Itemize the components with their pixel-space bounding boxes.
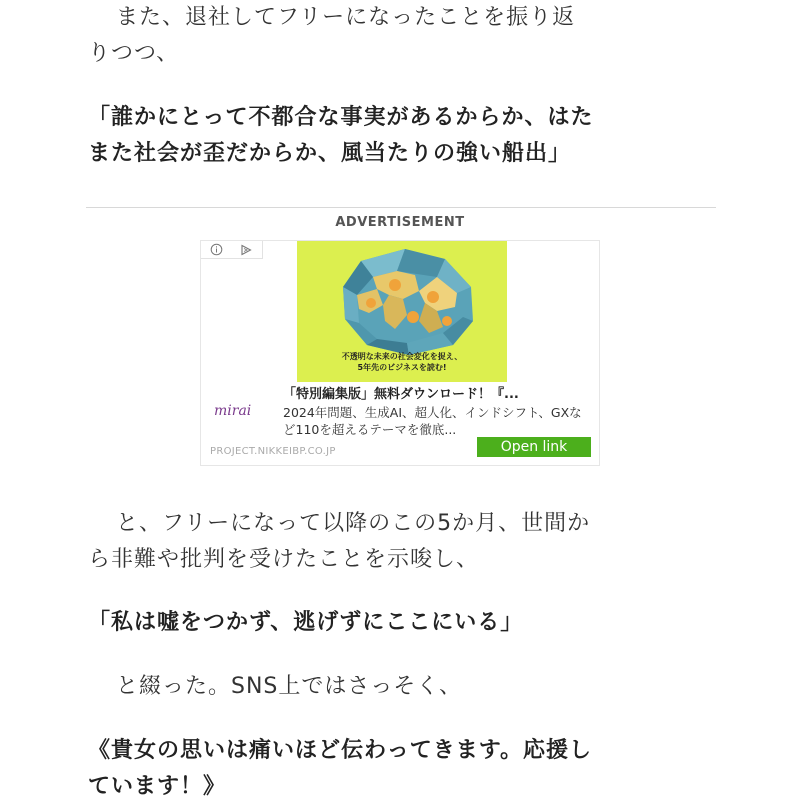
article-paragraph-3: [88, 669, 718, 705]
quote-text: ています！》: [88, 774, 227, 799]
article-text: ら非難や批判を受けたことを示唆し、: [88, 547, 480, 572]
open-link-button[interactable]: Open link: [477, 437, 591, 457]
quote-text: 《貴女の思いは痛いほど伝わってきます。応援し: [88, 738, 593, 763]
divider: [86, 207, 716, 208]
article-paragraph-1: [88, 0, 718, 72]
ad-image[interactable]: [297, 241, 507, 382]
ad-image-caption: [297, 351, 507, 373]
article-text: と綴った。SNS上ではさっそく、: [116, 674, 462, 699]
info-icon[interactable]: [201, 241, 231, 259]
article-paragraph-2: [88, 506, 718, 578]
quote-text: 「私は嘘をつかず、逃げずにここにいる」: [88, 610, 524, 635]
article-text: と、フリーになって以降のこの5か月、世間か: [116, 511, 591, 536]
article-quote-1: [88, 100, 718, 172]
article-text: また、退社してフリーになったことを振り返: [116, 5, 576, 30]
advertiser-logo[interactable]: [214, 401, 270, 419]
ad-title[interactable]: 「特別編集版」無料ダウンロード！『...: [283, 387, 519, 402]
advertiser-logo-text: mirai: [214, 403, 252, 419]
advertisement-label: ADVERTISEMENT: [335, 215, 465, 230]
ad-description[interactable]: 2024年問題、生成AI、超人化、インドシフト、GXなど110を超えるテーマを徹底...: [283, 405, 582, 437]
ad-domain[interactable]: PROJECT.NIKKEIBP.CO.JP: [210, 446, 336, 457]
ad-image-caption-line: 5年先のビジネスを読む!: [357, 363, 447, 372]
quote-text: 「誰かにとって不都合な事実があるからか、はた: [88, 105, 594, 130]
adchoices-icon[interactable]: [231, 241, 261, 259]
article-quote-3: [88, 733, 718, 800]
article-text: りつつ、: [88, 41, 180, 66]
article-quote-2: [88, 605, 718, 641]
quote-text: また社会が歪だからか、風当たりの強い船出」: [88, 141, 572, 166]
advertisement-box[interactable]: [200, 240, 600, 466]
ad-icons: [201, 241, 263, 259]
ad-image-caption-line: 不透明な未来の社会変化を捉え、: [341, 352, 463, 361]
